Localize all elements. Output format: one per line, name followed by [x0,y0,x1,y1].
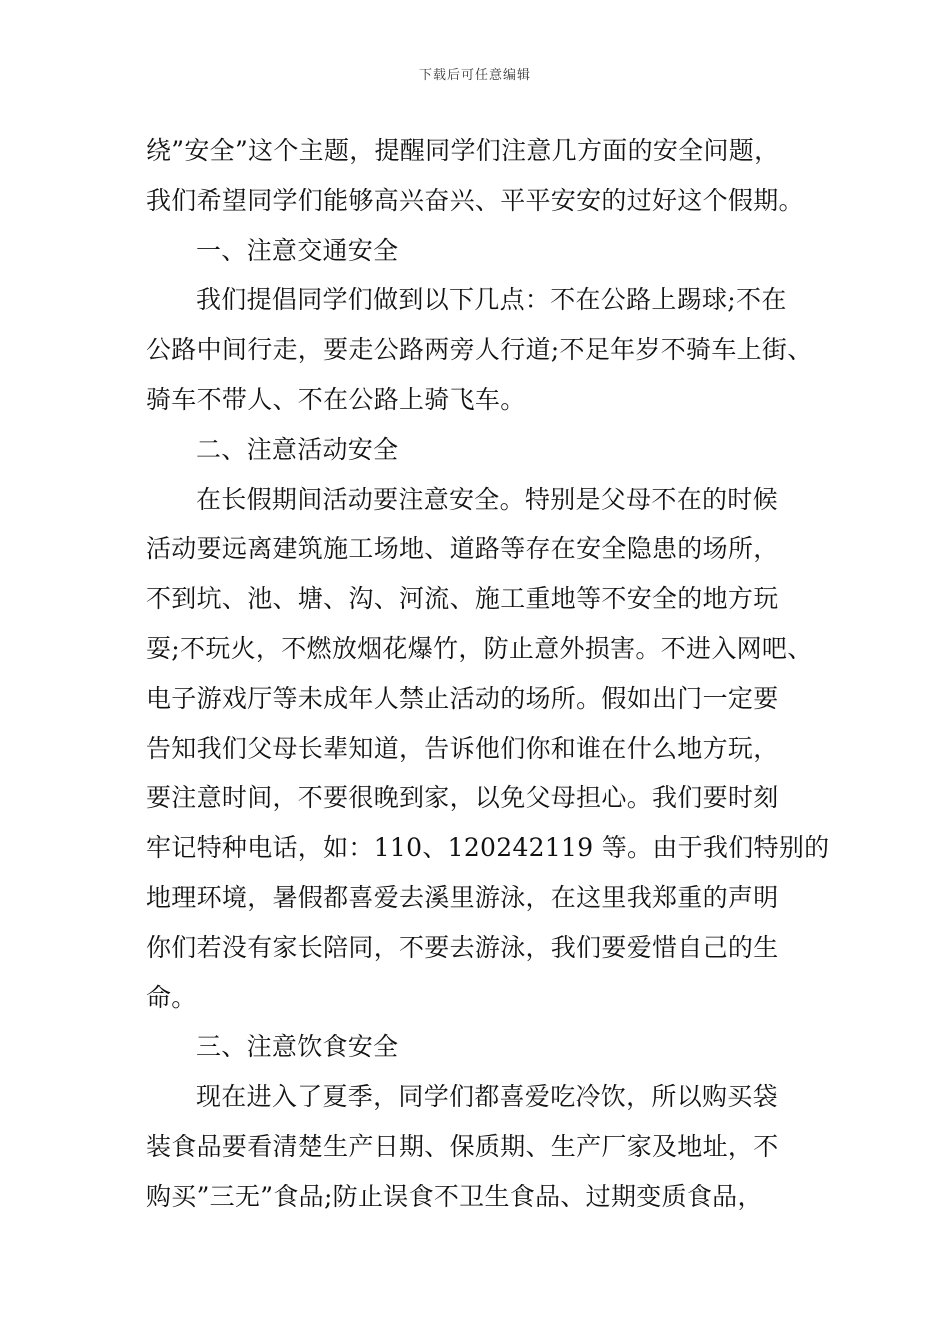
section-heading-food-safety: 三、注意饮食安全 [196,1032,399,1062]
paragraph-line: 活动要远离建筑施工场地、道路等存在安全隐患的场所， [146,534,779,564]
paragraph-line: 我们希望同学们能够高兴奋兴、平平安安的过好这个假期。 [146,185,804,215]
paragraph-line: 电子游戏厅等未成年人禁止活动的场所。假如出门一定要 [146,683,779,713]
paragraph-line: 我们提倡同学们做到以下几点：不在公路上踢球;不在 [196,285,787,315]
paragraph-line: 现在进入了夏季，同学们都喜爱吃冷饮，所以购买袋 [196,1082,778,1112]
paragraph-line: 告知我们父母长辈知道，告诉他们你和谁在什么地方玩， [146,733,779,763]
section-heading-activity-safety: 二、注意活动安全 [196,434,399,464]
paragraph-line: 你们若没有家长陪同，不要去游泳，我们要爱惜自己的生 [146,932,779,962]
paragraph-line: 骑车不带人、不在公路上骑飞车。 [146,384,526,414]
paragraph-line: 绕”安全”这个主题，提醒同学们注意几方面的安全问题， [146,136,780,165]
paragraph-line: 地理环境，暑假都喜爱去溪里游泳，在这里我郑重的声明 [146,882,779,912]
paragraph-line: 装食品要看清楚生产日期、保质期、生产厂家及地址，不 [146,1131,779,1161]
section-heading-traffic-safety: 一、注意交通安全 [196,235,399,265]
paragraph-line: 要注意时间，不要很晚到家，以免父母担心。我们要时刻 [146,783,779,813]
paragraph-line: 不到坑、池、塘、沟、河流、施工重地等不安全的地方玩 [146,584,779,614]
document-body [146,126,830,1222]
paragraph-line: 在长假期间活动要注意安全。特别是父母不在的时候 [196,484,778,514]
paragraph-line: 耍;不玩火，不燃放烟花爆竹，防止意外损害。不进入网吧、 [146,633,813,663]
paragraph-line: 公路中间行走，要走公路两旁人行道;不足年岁不骑车上街、 [146,335,813,365]
paragraph-line: 命。 [146,982,197,1012]
paragraph-line: 牢记特种电话，如：110、120242119 等。由于我们特别的 [146,833,830,863]
paragraph-line: 购买”三无”食品;防止误食不卫生食品、过期变质食品， [146,1181,763,1211]
page-header-note: 下载后可任意编辑 [418,68,531,83]
